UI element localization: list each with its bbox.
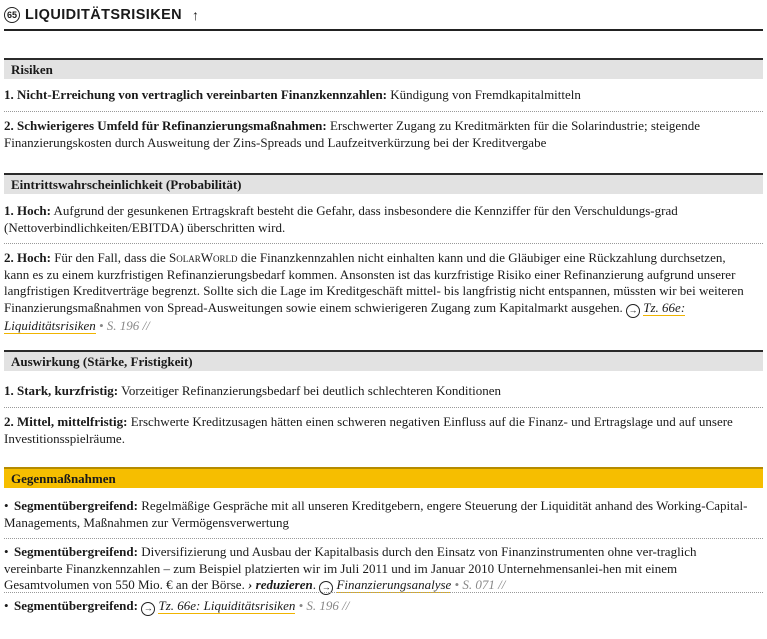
page-reference: • S. 196 // — [95, 317, 150, 333]
probability-item-1: 1. Hoch: Aufgrund der gesunkenen Ertragskraft besteht die Gefahr, dass insbesondere die Kennziffer für den Verschuldungs-grad (Nettoverbindlichkeiten/EBITDA) überschritten wird. — [4, 203, 678, 235]
countermeasure-item-3: • Segmentübergreifend: → Tz. 66e: Liquiditätsrisiken • S. 196 // — [4, 598, 749, 616]
section-number-badge: 65 — [4, 7, 20, 23]
header-rule — [4, 29, 763, 31]
probability-section — [4, 173, 763, 194]
divider — [4, 111, 763, 112]
page-reference: • S. 071 // — [451, 577, 506, 593]
arrow-right-icon: → — [141, 602, 155, 616]
probability-heading: Eintrittswahrscheinlichkeit (Probabilität) — [4, 173, 763, 194]
risks-heading: Risiken — [4, 58, 763, 79]
divider — [4, 407, 763, 408]
brand-name: SolarWorld — [169, 250, 238, 265]
page-title: LIQUIDITÄTSRISIKEN — [25, 7, 183, 23]
reference-link[interactable]: Tz. 66e: Liquiditätsrisiken — [4, 299, 686, 333]
risks-section — [4, 58, 763, 79]
divider — [4, 538, 763, 539]
divider — [4, 243, 763, 244]
risk-item-1: 1. Nicht-Erreichung von vertraglich vereinbarten Finanzkennzahlen: Kündigung von Fremdkapitalmitteln — [4, 87, 581, 102]
reduce-label: › reduzieren — [244, 577, 313, 593]
countermeasure-item-2: • Segmentübergreifend: Diversifizierung und Ausbau der Kapitalbasis durch den Einsatz von Finanzinstrumenten ohne ver-traglich vereinbarte Finanzkennzahlen – zum Beispiel platzierten wir im Juli 2011 und im Januar 2010 Unternehmensanlei-hen mit einem Gesamtvolumen von 550 Mio. € an der Börse. › reduzieren. → Finanzierungsanalyse • S. 071 // — [4, 544, 749, 595]
page-header — [4, 4, 199, 26]
arrow-up-icon[interactable]: ↑ — [192, 7, 200, 23]
risk-item-2: 2. Schwierigeres Umfeld für Refinanzierungsmaßnahmen: Erschwerter Zugang zu Kreditmärkten für die Solarindustrie; steigende Finanzierungskosten durch Ausweitung der Zins-Spreads und Laufzeitverkürzung bei der Kreditvergabe — [4, 118, 700, 150]
impact-item-2: 2. Mittel, mittelfristig: Erschwerte Kreditzusagen hätten einen schweren negativen Einfluss auf die Finanz- und Ertragslage und auf unsere Investitionsspielräume. — [4, 414, 733, 446]
impact-heading: Auswirkung (Stärke, Fristigkeit) — [4, 350, 763, 371]
impact-section — [4, 350, 763, 371]
page-reference: • S. 196 // — [295, 598, 350, 613]
reference-link[interactable]: Tz. 66e: Liquiditätsrisiken — [158, 598, 296, 613]
countermeasures-section — [4, 467, 763, 488]
reference-link[interactable]: Finanzierungsanalyse — [336, 577, 452, 593]
probability-item-2: 2. Hoch: Für den Fall, dass die SolarWorld die Finanzkennzahlen nicht einhalten kann und die Gläubiger eine Rückzahlung durchsetzen, kann es zu einem kurzfristigen Refinanzierungsbedarf kommen. Ansonsten ist das kurzfristige Risiko einer Refinanzierung aufgrund unserer langfristigen Kreditverträge begrenzt. Sollte sich die Lage im Kreditgeschäft mittel- bis langfristig nicht entspannen, müssten wir bei weiteren Finanzierungsmaßnahmen von Spread-Ausweitungen sowie einem schwierigeren Zugang zum Kapitalmarkt ausgehen. → Tz. 66e: Liquiditätsrisiken • S. 196 // — [4, 250, 744, 333]
arrow-right-icon: → — [626, 304, 640, 318]
divider — [4, 592, 763, 593]
impact-item-1: 1. Stark, kurzfristig: Vorzeitiger Refinanzierungsbedarf bei deutlich schlechteren Konditionen — [4, 383, 501, 398]
countermeasure-item-1: • Segmentübergreifend: Regelmäßige Gespräche mit all unseren Kreditgebern, engere Steuerung der Liquidität anhand des Working-Capital-Managements, Maßnahmen zur Vermögensverwertung — [4, 498, 748, 530]
countermeasures-heading: Gegenmaßnahmen — [4, 467, 763, 488]
arrow-right-icon: → — [319, 581, 333, 595]
